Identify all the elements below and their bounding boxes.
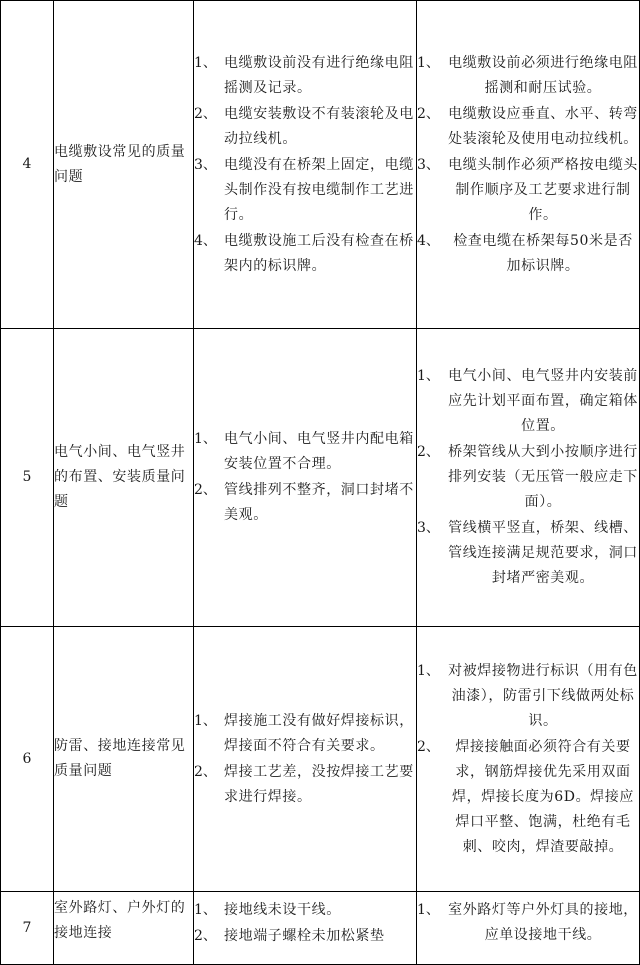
- list-item: [417, 102, 639, 152]
- solution-list: [417, 892, 640, 965]
- item-text: 电缆敷设前必须进行绝缘电阻摇测和耐压试验。: [448, 54, 638, 96]
- problem-list: [194, 329, 417, 627]
- item-text: 电气小间、电气竖井内安装前应先计划平面布置，确定箱体位置。: [448, 368, 638, 434]
- list-item: [417, 440, 639, 515]
- item-text: 焊接施工没有做好焊接标识，焊接面不符合有关要求。: [224, 712, 414, 754]
- list-item: [194, 427, 416, 477]
- item-text: 对被焊接物进行标识（用有色油漆），防雷引下线做两处标识。: [448, 662, 638, 729]
- item-text: 电缆敷设应垂直、水平、转弯处装滚轮及使用电动拉线机。: [448, 105, 638, 147]
- item-text: 电气小间、电气竖井内配电箱安装位置不合理。: [224, 431, 414, 472]
- table-row: [1, 1, 640, 329]
- item-text: 室外路灯等户外灯具的接地，应单设接地干线。: [448, 902, 638, 943]
- item-index: 3、: [194, 156, 217, 173]
- item-text: 接地线未设干线。: [224, 902, 341, 918]
- item-text: 电缆头制作必须严格按电缆头制作顺序及工艺要求进行制作。: [448, 156, 638, 223]
- problem-list: [194, 892, 417, 965]
- item-text: 接地端子螺栓未加松紧垫: [224, 928, 385, 944]
- solution-list: [417, 1, 640, 329]
- item-text: 焊接接触面必须符合有关要求，钢筋焊接优先采用双面焊，焊接长度为6D。焊接应焊口平整、饱满，杜绝有毛刺、咬肉，焊渣要敲掉。: [452, 738, 634, 855]
- list-item: [417, 659, 639, 734]
- list-item: [417, 516, 639, 591]
- item-index: 1、: [194, 431, 217, 447]
- item-index: 4、: [194, 232, 217, 249]
- list-item: [194, 898, 416, 923]
- item-index: 2、: [417, 105, 440, 122]
- problem-list: [194, 1, 417, 329]
- list-item: [194, 102, 416, 152]
- item-index: 1、: [194, 902, 217, 918]
- issue-category: 电气小间、电气竖井的布置、安装质量问题: [54, 329, 194, 627]
- list-item: [417, 153, 639, 228]
- list-item: [417, 229, 639, 279]
- list-item: [194, 153, 416, 228]
- item-text: 管线排列不整齐，洞口封堵不美观。: [224, 482, 414, 523]
- table-row: [1, 627, 640, 892]
- item-text: 电缆安装敷设不有装滚轮及电动拉线机。: [224, 105, 414, 147]
- table-row: [1, 329, 640, 627]
- list-item: [194, 760, 416, 810]
- issue-category: 电缆敷设常见的质量问题: [54, 1, 194, 329]
- list-item: [194, 924, 416, 949]
- item-index: 3、: [417, 156, 440, 173]
- issue-category: 室外路灯、户外灯的接地连接: [54, 892, 194, 965]
- item-index: 4、: [417, 232, 440, 249]
- item-index: 1、: [417, 662, 440, 679]
- row-number: 4: [1, 1, 54, 329]
- list-item: [194, 709, 416, 759]
- list-item: [417, 898, 639, 948]
- item-index: 2、: [417, 444, 440, 460]
- issue-category: 防雷、接地连接常见质量问题: [54, 627, 194, 892]
- solution-list: [417, 329, 640, 627]
- item-index: 3、: [417, 520, 440, 536]
- item-index: 1、: [194, 54, 217, 71]
- item-index: 2、: [194, 482, 217, 498]
- item-text: 桥架管线从大到小按顺序进行排列安装（无压管一般应走下面）。: [448, 444, 638, 510]
- item-text: 电缆敷设施工后没有检查在桥架内的标识牌。: [224, 232, 414, 274]
- list-item: [194, 51, 416, 101]
- item-text: 检查电缆在桥架每50米是否加标识牌。: [453, 232, 633, 274]
- item-text: 电缆没有在桥架上固定，电缆头制作没有按电缆制作工艺进行。: [224, 156, 414, 223]
- list-item: [194, 478, 416, 528]
- list-item: [194, 229, 416, 279]
- item-index: 2、: [194, 763, 217, 780]
- item-index: 1、: [417, 54, 440, 71]
- list-item: [417, 364, 639, 439]
- problem-list: [194, 627, 417, 892]
- row-number: 5: [1, 329, 54, 627]
- list-item: [417, 51, 639, 101]
- item-text: 焊接工艺差，没按焊接工艺要求进行焊接。: [224, 763, 414, 805]
- item-index: 2、: [417, 738, 440, 755]
- item-index: 1、: [194, 712, 217, 729]
- item-index: 1、: [417, 368, 440, 384]
- item-index: 1、: [417, 902, 440, 918]
- solution-list: [417, 627, 640, 892]
- item-index: 2、: [194, 105, 217, 122]
- row-number: 7: [1, 892, 54, 965]
- item-text: 电缆敷设前没有进行绝缘电阻摇测及记录。: [224, 54, 414, 96]
- list-item: [417, 735, 639, 860]
- item-text: 管线横平竖直，桥架、线槽、管线连接满足规范要求，洞口封堵严密美观。: [448, 520, 638, 586]
- table-row: [1, 892, 640, 965]
- row-number: 6: [1, 627, 54, 892]
- item-index: 2、: [194, 928, 217, 944]
